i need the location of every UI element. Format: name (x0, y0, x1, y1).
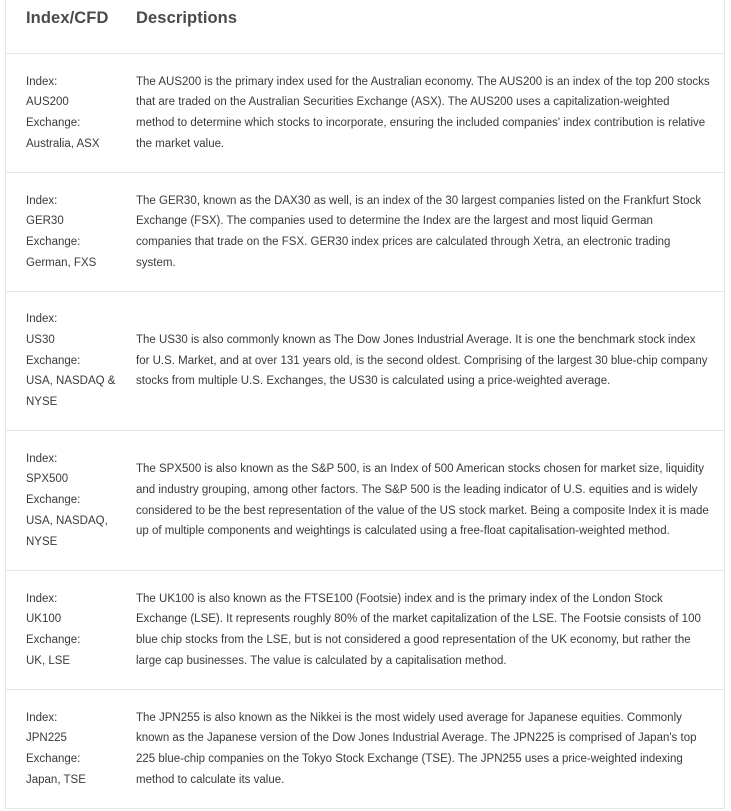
index-cell (6, 449, 136, 553)
table-row (6, 53, 724, 172)
index-label: Index: (26, 194, 58, 207)
description-cell: The UK100 is also known as the FTSE100 (Footsie) index and is the primary index of the London Stock Exchange (LSE). It represents roughly 80% of the market capitalization of the LSE. The Footsie consists of 100 blue chip stocks from the LSE, but is not considered a good representation of the UK economy, but rather the large cap businesses. The value is calculated by a capitalisation method. (136, 592, 701, 667)
description-cell: The US30 is also commonly known as The Dow Jones Industrial Average. It is one the benchmark stock index for U.S. Market, and at over 131 years old, is the second oldest. Comprising of the largest 30 blue-chip company stocks from multiple U.S. Exchanges, the US30 is calculated using a price-weighted average. (136, 333, 708, 388)
exchange-label: Exchange: (26, 236, 81, 248)
index-cell (6, 589, 136, 672)
exchange-label: Exchange: (26, 753, 81, 765)
exchange-value: UK, LSE (26, 654, 71, 667)
table-row (6, 689, 724, 808)
description-cell: The JPN255 is also known as the Nikkei is the most widely used average for Japanese equities. Commonly known as the Japanese version of the Dow Jones Industrial Average. The JPN225 is comprised of Japan's top 225 blue-chip companies on the Tokyo Stock Exchange (TSE). The JPN255 uses a price-weighted indexing method to calculate its value. (136, 711, 697, 786)
index-cell (6, 72, 136, 155)
header-index-cfd: Index/CFD (26, 9, 109, 27)
index-value: SPX500 (26, 473, 69, 486)
table-row (6, 291, 724, 430)
index-cell (6, 191, 136, 274)
exchange-label: Exchange: (26, 354, 81, 367)
exchange-value: USA, NASDAQ & NYSE (26, 375, 116, 409)
exchange-value: Japan, TSE (26, 773, 86, 786)
index-cell (6, 708, 136, 791)
table-header-row (6, 0, 724, 53)
table-row (6, 430, 724, 570)
exchange-value: USA, NASDAQ, NYSE (26, 514, 108, 548)
exchange-value: German, FXS (26, 256, 97, 269)
index-label: Index: (26, 592, 58, 605)
description-cell: The SPX500 is also known as the S&P 500, is an Index of 500 American stocks chosen for market size, liquidity and industry grouping, among other factors. The S&P 500 is the leading indicator of U.S. equities and is widely considered to be the best representation of the value of the US stock market. Being a composite Index it is made up of multiple components and weightings is calculated using a free-float capitalisation-weighted method. (136, 463, 709, 538)
index-value: AUS200 (26, 96, 69, 109)
index-label: Index: (26, 452, 58, 465)
description-cell: The AUS200 is the primary index used for the Australian economy. The AUS200 is an index of the top 200 stocks that are traded on the Australian Securities Exchange (ASX). The AUS200 uses a capitalization-weighted method to determine which stocks to incorporate, ensuring the included companies' index contribution is relative the market value. (136, 75, 710, 150)
description-cell: The GER30, known as the DAX30 as well, is an index of the 30 largest companies listed on the Frankfurt Stock Exchange (FSX). The companies used to determine the Index are the largest and most liquid German companies that trade on the FSX. GER30 index prices are calculated through Xetra, an electronic trading system. (136, 194, 702, 269)
index-cell (6, 309, 136, 413)
header-descriptions: Descriptions (136, 9, 238, 27)
exchange-label: Exchange: (26, 494, 81, 507)
table-row (6, 570, 724, 689)
index-value: UK100 (26, 613, 62, 626)
index-cfd-table (5, 0, 725, 809)
exchange-value: Australia, ASX (26, 137, 100, 150)
index-value: JPN225 (26, 732, 67, 745)
index-label: Index: (26, 313, 58, 326)
index-value: US30 (26, 333, 55, 346)
index-label: Index: (26, 75, 58, 88)
index-label: Index: (26, 711, 58, 724)
table-row (6, 172, 724, 291)
exchange-label: Exchange: (26, 634, 81, 646)
index-value: GER30 (26, 215, 64, 228)
exchange-label: Exchange: (26, 117, 81, 129)
